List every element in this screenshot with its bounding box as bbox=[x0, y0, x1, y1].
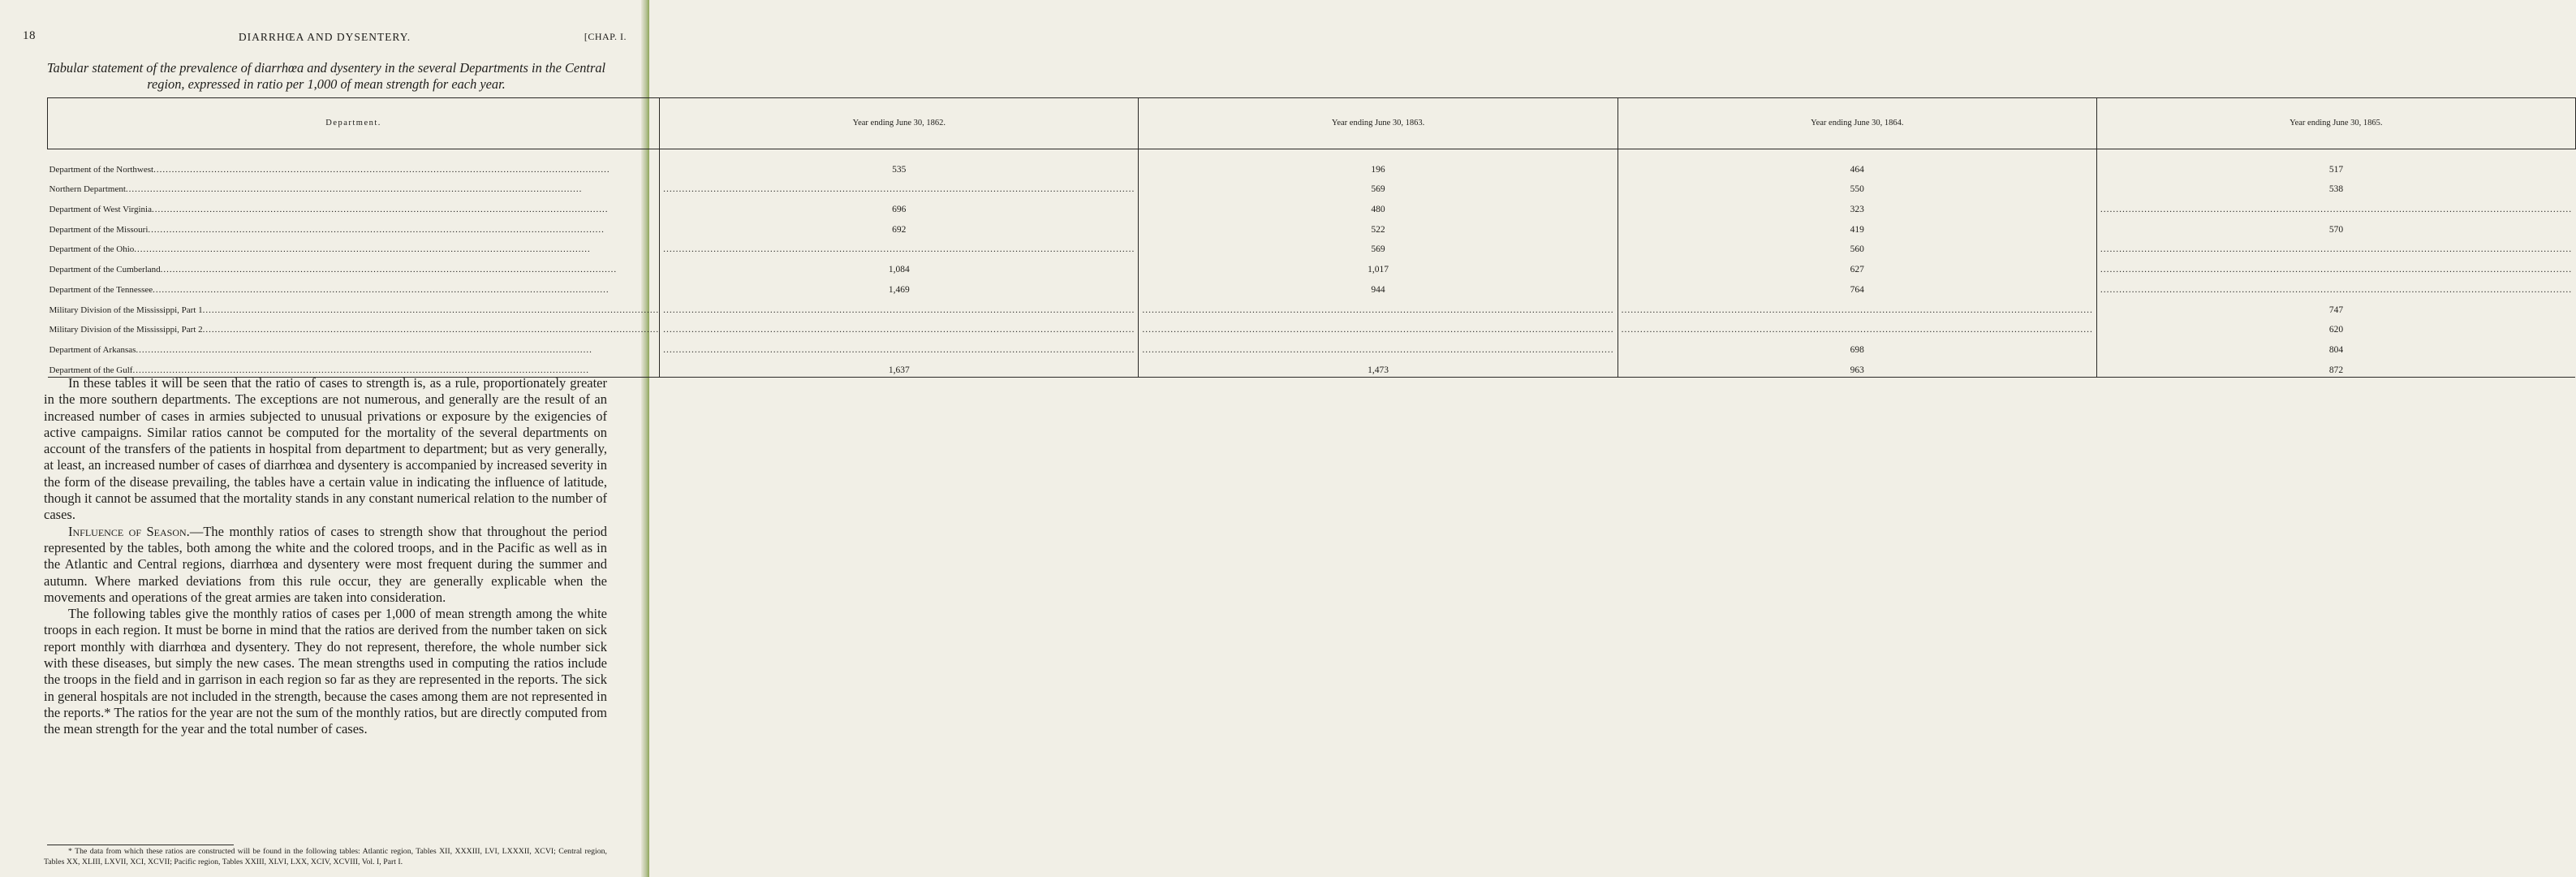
dot-leader bbox=[153, 285, 659, 295]
section-heading-season: Influence of Season. bbox=[68, 523, 190, 539]
dot-leader bbox=[663, 345, 1135, 355]
ratio-cell-1863: 569 bbox=[1139, 176, 1618, 197]
ratio-cell-1865: 517 bbox=[2096, 149, 2575, 176]
ratio-cell-1864: 764 bbox=[1618, 276, 2096, 296]
ratio-cell-1865: 747 bbox=[2096, 296, 2575, 317]
department-cell bbox=[48, 216, 660, 236]
empty-cell-1862 bbox=[660, 336, 1139, 356]
table-row bbox=[48, 256, 2576, 276]
empty-cell-1864 bbox=[1618, 317, 2096, 337]
ratio-cell-1864: 419 bbox=[1618, 216, 2096, 236]
dot-leader bbox=[203, 325, 660, 335]
department-cell bbox=[48, 236, 660, 257]
ratio-cell-1863: 480 bbox=[1139, 196, 1618, 216]
empty-cell-1865 bbox=[2096, 236, 2575, 257]
ratio-cell-1864: 627 bbox=[1618, 256, 2096, 276]
dot-leader bbox=[1142, 345, 1613, 355]
paragraph-season-text: —The monthly ratios of cases to strength show that throughout the period represented by the tables, both among the white and the colored troops, and in the Pacific as well as in the Atlantic and Central regions, diarrhœa and dysentery were most frequent during the summer and autumn. Where marked deviations from this rule occur, they are generally explicable when the movements and operations of the great armies are taken into consideration. bbox=[44, 523, 607, 605]
ratio-cell-1865: 570 bbox=[2096, 216, 2575, 236]
department-cell bbox=[48, 296, 660, 317]
department-cell bbox=[48, 149, 660, 176]
ratio-cell-1865: 872 bbox=[2096, 356, 2575, 377]
prevalence-table bbox=[47, 97, 2576, 378]
table-row bbox=[48, 236, 2576, 257]
footnote bbox=[44, 847, 607, 867]
ratio-cell-1864: 560 bbox=[1618, 236, 2096, 257]
col-header-1863: Year ending June 30, 1863. bbox=[1139, 98, 1618, 149]
dot-leader bbox=[2100, 205, 2572, 214]
department-name: Department of the Cumberland bbox=[49, 265, 161, 275]
empty-cell-1863 bbox=[1139, 296, 1618, 317]
department-name: Department of Arkansas bbox=[49, 344, 136, 355]
dot-leader bbox=[663, 244, 1135, 254]
paragraph-season bbox=[44, 524, 607, 606]
department-name: Department of the Northwest bbox=[49, 164, 154, 175]
table-body bbox=[48, 149, 2576, 378]
ratio-cell-1865: 804 bbox=[2096, 336, 2575, 356]
empty-cell-1865 bbox=[2096, 196, 2575, 216]
running-header bbox=[23, 28, 627, 45]
dot-leader bbox=[153, 165, 659, 175]
department-name: Department of the Gulf bbox=[49, 365, 133, 375]
empty-cell-1865 bbox=[2096, 256, 2575, 276]
ratio-cell-1863: 522 bbox=[1139, 216, 1618, 236]
col-header-1864: Year ending June 30, 1864. bbox=[1618, 98, 2096, 149]
dot-leader bbox=[663, 305, 1135, 315]
dot-leader bbox=[152, 205, 659, 214]
ratio-cell-1864: 550 bbox=[1618, 176, 2096, 197]
dot-leader bbox=[126, 184, 659, 194]
department-cell bbox=[48, 276, 660, 296]
dot-leader bbox=[1622, 325, 2093, 335]
department-cell bbox=[48, 196, 660, 216]
dot-leader bbox=[134, 244, 659, 254]
running-title: DIARRHŒA AND DYSENTERY. bbox=[238, 31, 411, 43]
empty-cell-1862 bbox=[660, 236, 1139, 257]
empty-cell-1862 bbox=[660, 317, 1139, 337]
department-cell bbox=[48, 336, 660, 356]
paragraph-monthly-ratios: The following tables give the monthly ratios of cases per 1,000 of mean strength among the white troops in each region. It must be borne in mind that the ratios are derived from the number taken on sick report monthly with diarrhœa and dysentery. They do not represent, therefore, the whole number sick with these diseases, but simply the new cases. The mean strengths used in computing the ratios include the troops in the field and in garrison in each region so far as they are represented in the reports. The sick in general hospitals are not included in the strength, because the cases among them are not represented in the reports.* The ratios for the year are not the sum of the monthly ratios, but are directly computed from the mean strength for the year and the total number of cases. bbox=[44, 606, 607, 737]
ratio-cell-1862: 1,469 bbox=[660, 276, 1139, 296]
dot-leader bbox=[148, 225, 659, 235]
footnote-text: * The data from which these ratios are constructed will be found in the following tables: Atlantic region, Tables XII, XXXIII, LVI, LXXXII, XCVI; Central region, Tables XX, XLIII, LXVII, XCI, XCVII; Pacific region, Tables XXIII, XLVI, LXX, XCIV, XCVIII, Vol. I, Part I. bbox=[44, 847, 607, 866]
ratio-cell-1863: 196 bbox=[1139, 149, 1618, 176]
ratio-cell-1864: 464 bbox=[1618, 149, 2096, 176]
empty-cell-1862 bbox=[660, 176, 1139, 197]
department-name: Military Division of the Mississippi, Part 1 bbox=[49, 305, 203, 315]
ratio-cell-1862: 696 bbox=[660, 196, 1139, 216]
table-row bbox=[48, 176, 2576, 197]
department-name: Department of the Missouri bbox=[49, 224, 149, 235]
empty-cell-1863 bbox=[1139, 336, 1618, 356]
department-name: Department of the Ohio bbox=[49, 244, 135, 255]
table-row bbox=[48, 276, 2576, 296]
ratio-cell-1864: 963 bbox=[1618, 356, 2096, 377]
col-header-1862: Year ending June 30, 1862. bbox=[660, 98, 1139, 149]
dot-leader bbox=[2100, 285, 2572, 295]
department-cell bbox=[48, 176, 660, 197]
table-caption: Tabular statement of the prevalence of diarrhœa and dysentery in the several Departments in the Central region, expressed in ratio per 1,000 of mean strength for each year. bbox=[46, 60, 606, 92]
department-name: Department of the Tennessee bbox=[49, 284, 153, 295]
dot-leader bbox=[1142, 325, 1613, 335]
dot-leader bbox=[132, 365, 659, 375]
ratio-cell-1863: 1,017 bbox=[1139, 256, 1618, 276]
empty-cell-1863 bbox=[1139, 317, 1618, 337]
dot-leader bbox=[1142, 305, 1613, 315]
dot-leader bbox=[2100, 265, 2572, 274]
dot-leader bbox=[2100, 244, 2572, 254]
table-header-row bbox=[48, 98, 2576, 149]
empty-cell-1864 bbox=[1618, 296, 2096, 317]
department-cell bbox=[48, 356, 660, 377]
empty-cell-1865 bbox=[2096, 276, 2575, 296]
page-number: 18 bbox=[23, 29, 36, 42]
table-row bbox=[48, 196, 2576, 216]
ratio-cell-1862: 1,084 bbox=[660, 256, 1139, 276]
table-row bbox=[48, 296, 2576, 317]
ratio-cell-1863: 569 bbox=[1139, 236, 1618, 257]
ratio-cell-1862: 535 bbox=[660, 149, 1139, 176]
dot-leader bbox=[663, 184, 1135, 194]
department-name: Military Division of the Mississippi, Part 2 bbox=[49, 325, 203, 335]
department-name: Department of West Virginia bbox=[49, 205, 152, 215]
table-row bbox=[48, 216, 2576, 236]
ratio-cell-1862: 692 bbox=[660, 216, 1139, 236]
col-header-department: Department. bbox=[48, 98, 660, 149]
ratio-cell-1864: 323 bbox=[1618, 196, 2096, 216]
table-row bbox=[48, 356, 2576, 377]
body-text bbox=[44, 375, 607, 738]
table-row bbox=[48, 149, 2576, 176]
ratio-cell-1864: 698 bbox=[1618, 336, 2096, 356]
col-header-1865: Year ending June 30, 1865. bbox=[2096, 98, 2575, 149]
dot-leader bbox=[663, 325, 1135, 335]
ratio-cell-1863: 944 bbox=[1139, 276, 1618, 296]
dot-leader bbox=[1622, 305, 2093, 315]
ratio-cell-1863: 1,473 bbox=[1139, 356, 1618, 377]
paragraph-latitude: In these tables it will be seen that the ratio of cases to strength is, as a rule, proportionately greater in the more southern departments. The exceptions are not numerous, and generally are the result of an increased number of cases in armies subjected to unusual privations or exposure by the exigencies of active campaigns. Similar ratios cannot be computed for the mortality of the several departments on account of the transfers of the patients in hospital from department to department; but as very generally, at least, an increased number of cases of diarrhœa and dysentery is accompanied by increased severity in the form of the disease prevailing, the tables have a certain value in indicating the influence of latitude, though it cannot be assumed that the mortality stands in any constant numerical relation to the number of cases. bbox=[44, 375, 607, 523]
dot-leader bbox=[161, 265, 660, 274]
department-cell bbox=[48, 256, 660, 276]
dot-leader bbox=[203, 305, 660, 315]
chapter-label: [CHAP. I. bbox=[584, 31, 627, 42]
department-name: Northern Department bbox=[49, 184, 126, 195]
dot-leader bbox=[136, 345, 659, 355]
ratio-cell-1865: 620 bbox=[2096, 317, 2575, 337]
table-row bbox=[48, 317, 2576, 337]
ratio-cell-1865: 538 bbox=[2096, 176, 2575, 197]
empty-cell-1862 bbox=[660, 296, 1139, 317]
table-row bbox=[48, 336, 2576, 356]
department-cell bbox=[48, 317, 660, 337]
ratio-cell-1862: 1,637 bbox=[660, 356, 1139, 377]
